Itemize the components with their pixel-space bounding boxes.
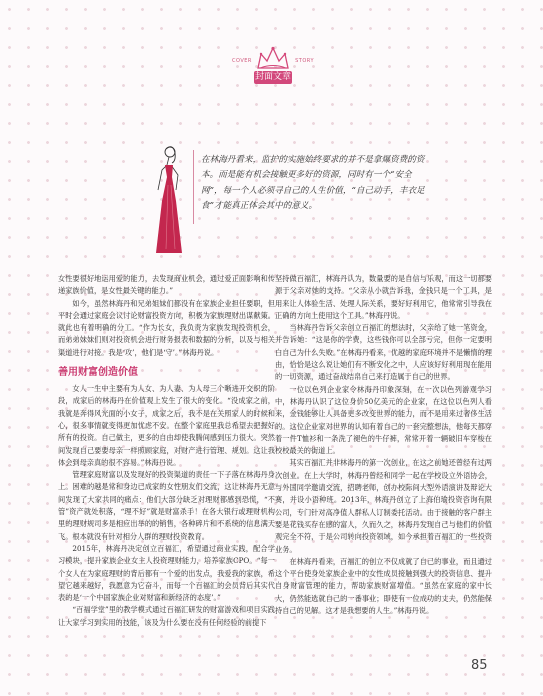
paragraph: 管理家庭财富以及发现好的投资渠道的责任一下子落在林海丹身上。困难的越是常和身边已成家的女性朋友们交流，这让林海丹无意间发现了大家共同的痛点：他们大部分缺乏对理财都感到恐慌，“不管”资产就处积落，“理不好”就是财富杀手！在各大银行或理财机构里的理财规司多是相应出举的的销售，各种碎片和不系统的信息满天飞。根本就没有针对相分人群的理财投资教育。 [58, 470, 275, 541]
cover-word: COVER [232, 58, 252, 64]
paragraph: 在林海丹看来，百福汇的创立不仅成就了自己的事业，而且通过这个平台使身处家族企业中的女性成员接触到强大的投资信息、提升自身财富管理的能力，帮助家族财富增值。“虽然在家庭的家中长大，仍然能选就自己的一番事业；即使有一位成功的丈夫，仍然能保持自己的见解。这才是我想要的人生。”林海丹说。 [275, 556, 492, 616]
story-word: STORY [295, 58, 314, 64]
paragraph: 2015年，林海丹决定创立百福汇，希望通过商业实践，配合学习模块，提升家族企业女主人投资理财能力，培养家族CPO。“每一个女人在为家庭理财的背后都有一个爱的出发点，我爱我的家族，希望它越来越好，我愿意为它奋斗，而每一个百福汇的会员背后其实代表的是‘一个中国家族企业对财富和新经济的态度’。” [58, 543, 275, 603]
right-column [275, 273, 492, 617]
paragraph: 如今，虽然林海丹和兄弟姐妹们都没有在家族企业担任要职，但平时会通过家庭会议讨论财富投资方向，积极为家族理财出谋献策。就此也有着明确的分工。“作为长女，我负责为家族发现投资机会，而弟弟妹妹们则对投资机会进行财务报表和数据的分析，以及与相关渠道进行对接。我是‘攻’，他们是‘守’。”林海丹说。 [58, 298, 275, 357]
paragraph: 女人一生中主要有为人女、为人妻、为人母三个晰进开交织的阶段，成家后的林海丹在价值观上发生了很大的变化。“没成家之前，我就是奔得风光面的小女子，成家之后，我不是在关照家人的时候和心，很多事情就变得更加忧虑不安。在整个家庭里我总希望去把握好所有的投资。自己做主，更多的自由却使我腾间感到压力很大。突然间发现自己要要母亲一样照顾家庭，对财产进行管理、规划。这让我体会到母亲真的很不容易。”林海丹说。 [58, 384, 275, 467]
paragraph: 一位以色列企业家令林海丹印象深刻，在一次以色列游观学习中，林海丹认识了这位身价50亿美元的企业家，在这位以色列人看来，金钱能够让人具备更多改变世界的能力，而不是用来过奢侈生活的。这位企业家对世界的认知有着自己的一套完整想法，他每天都穿着一件T恤衫和一条洗了褪色的牛仔裤，常常开着一辆破旧车穿梭在校校最关的街道上。 [275, 384, 492, 456]
quote-rule [193, 150, 194, 224]
paragraph: 女性要很好地运用爱的能力，去发现商业机会，通过爱正面影响和传递家族价值，是女性最关键的能力。” [58, 274, 275, 296]
pull-quote-text: 在林海丹看来，监护的实施始终要求的并不是拿爆资费的资本。而是能有机会接触更多好的资源，同时有一个“安全网”，每一个人必须寻自己的人生价值，“自己动手，丰衣足食”才能真正体会其中的意义。 [201, 155, 425, 212]
pull-quote [193, 143, 433, 231]
paragraph: 坚持做百福汇，林海丹认为，数量要的是自信与乐观，而这一切都要源于父亲对她的支持。“父亲从小就告诉我，金钱只是一个工具，是用来让人体验生活、处理人际关系，要好好利用它，他常常引导我在正确的方向上使用这个工具。”林海丹说。 [275, 274, 492, 320]
paragraph: 其实百福汇并非林海丹的第一次创业，在这之前她还曾经有过两次创业。在上大学时，林海丹曾经和同学一起在学校设立外语协会，与外国同学邀请交流，招聘老师，创办校际间大型外语演讲及辩论大赛，并设小语种班。2013年，林海丹创立了上海伯瑜投资咨询有限公司，专门针对高净值人群私人订制委托活动。由于接触的客户群主要是花钱买存在感的富人，久而久之，林海丹发现自己与他们的价值观完全不符，于是公司转向投资领域，如今承担着百福汇的一些投资业务。 [275, 458, 492, 554]
header-emblem [232, 46, 314, 86]
crown-ornament-icon [256, 46, 290, 70]
woman-silhouette-illustration [145, 143, 191, 255]
page-number: 85 [471, 658, 488, 673]
paragraph: 当林海丹告诉父亲创立百福汇的想法时，父亲给了她一笔资金，并告诉她：“这是你的学费，这些钱你可以全部亏完，但你一定要明白自己为什么失败。”在林海丹看来，优越的家庭环境并不是懒惰的理由，恰恰是这么说让她们有不断安化之中，人应该好好利用现在能用的一切资源，通过奋战结帛自己来打造属于自己的世界。 [275, 323, 492, 382]
paragraph: “百福学堂”里的教学模式通过百福汇研发的财富游戏和项目实践让大家学习到实用的技能，该及为什么要在没有任何经验的前提下 [58, 605, 275, 627]
left-column [58, 273, 275, 629]
section-heading: 善用财富创造价值 [58, 367, 138, 379]
section-label: 封面文章 [254, 72, 291, 82]
